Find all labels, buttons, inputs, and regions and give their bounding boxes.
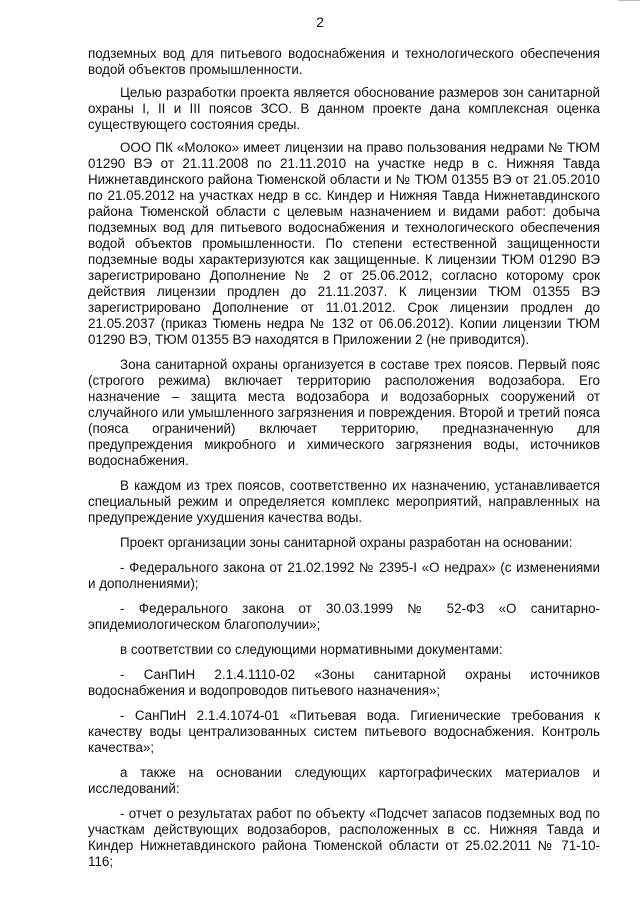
list-item-sanpin-1110: - СанПиН 2.1.4.1110-02 «Зоны санитарной охраны источников водоснабжения и водопроводов питьевого назначения»; — [88, 667, 600, 698]
paragraph-licenses: ООО ПК «Молоко» имеет лицензии на право пользования недрами № ТЮМ 01290 ВЭ от 21.11.2008 по 21.11.2010 на участке недр в с. Нижняя Тавда Нижнетавдинского района Тюменской области и № ТЮМ 01355 ВЭ от 21.05.2010 по 21.05.2012 на участках недр в сс. Киндер и Нижняя Тавда Нижнетавдинского района Тюменской области с целевым назначением и видами работ: добыча подземных вод для питьевого водоснабжения и технологического обеспечения водой объектов промышленности. По степени естественной защищенности подземные воды характеризуются как защищенные. К лицензии ТЮМ 01290 ВЭ зарегистрировано Дополнение № 2 от 25.06.2012, согласно которому срок действия лицензии продлен до 21.11.2037. К лицензии ТЮМ 01355 ВЭ зарегистрировано Дополнение от 11.01.2012. Срок лицензии продлен до 21.05.2037 (приказ Тюмень недра № 132 от 06.06.2012). Копии лицензии ТЮМ 01290 ВЭ, ТЮМ 01355 ВЭ находятся в Приложении 2 (не приводится). — [88, 140, 600, 347]
paragraph-basis-intro: Проект организации зоны санитарной охраны разработан на основании: — [120, 535, 573, 550]
document-body — [88, 46, 600, 870]
scan-edge-mark — [618, 0, 640, 6]
paragraph-continuation: подземных вод для питьевого водоснабжения и технологического обеспечения водой объектов промышленности. — [88, 46, 600, 77]
list-item-law-subsoil: - Федерального закона от 21.02.1992 № 2395-I «О недрах» (с изменениями и дополнениями); — [88, 560, 600, 591]
list-item-sanpin-1074: - СанПиН 2.1.4.1074-01 «Питьевая вода. Гигиенические требования к качеству воды централизованных систем питьевого водоснабжения. Контроль качества»; — [88, 708, 600, 755]
paragraph-protection-zone: Зона санитарной охраны организуется в составе трех поясов. Первый пояс (строгого режима) включает территорию расположения водозабора. Его назначение – защита места водозабора и водозаборных сооружений от случайного или умышленного загрязнения и повреждения. Второй и третий пояса (пояса ограничений) включает территорию, предназначенную для предупреждения микробного и химического загрязнения воды, источников водоснабжения. — [88, 357, 600, 468]
list-item-law-sanitary: - Федерального закона от 30.03.1999 № 52-ФЗ «О санитарно-эпидемиологическом благополучии»; — [88, 601, 600, 632]
paragraph-materials-intro: а также на основании следующих картографических материалов и исследований: — [88, 765, 600, 796]
paragraph-normative-intro: в соответствии со следующими нормативными документами: — [120, 642, 503, 657]
paragraph-project-goal: Целью разработки проекта является обоснование размеров зон санитарной охраны I, II и III поясов ЗСО. В данном проекте дана комплексная оценка существующего состояния среды. — [88, 85, 600, 132]
list-item-report: - отчет о результатах работ по объекту «Подсчет запасов подземных вод по участкам действующих водозаборов, расположенных в сс. Нижняя Тавда и Киндер Нижнетавдинского района Тюменской области от 25.02.2011 № 71-10-116; — [88, 806, 600, 869]
page-number: 2 — [316, 14, 324, 30]
paragraph-special-regime: В каждом из трех поясов, соответственно их назначению, устанавливается специальный режим и определяется комплекс мероприятий, направленных на предупреждение ухудшения качества воды. — [88, 478, 600, 525]
